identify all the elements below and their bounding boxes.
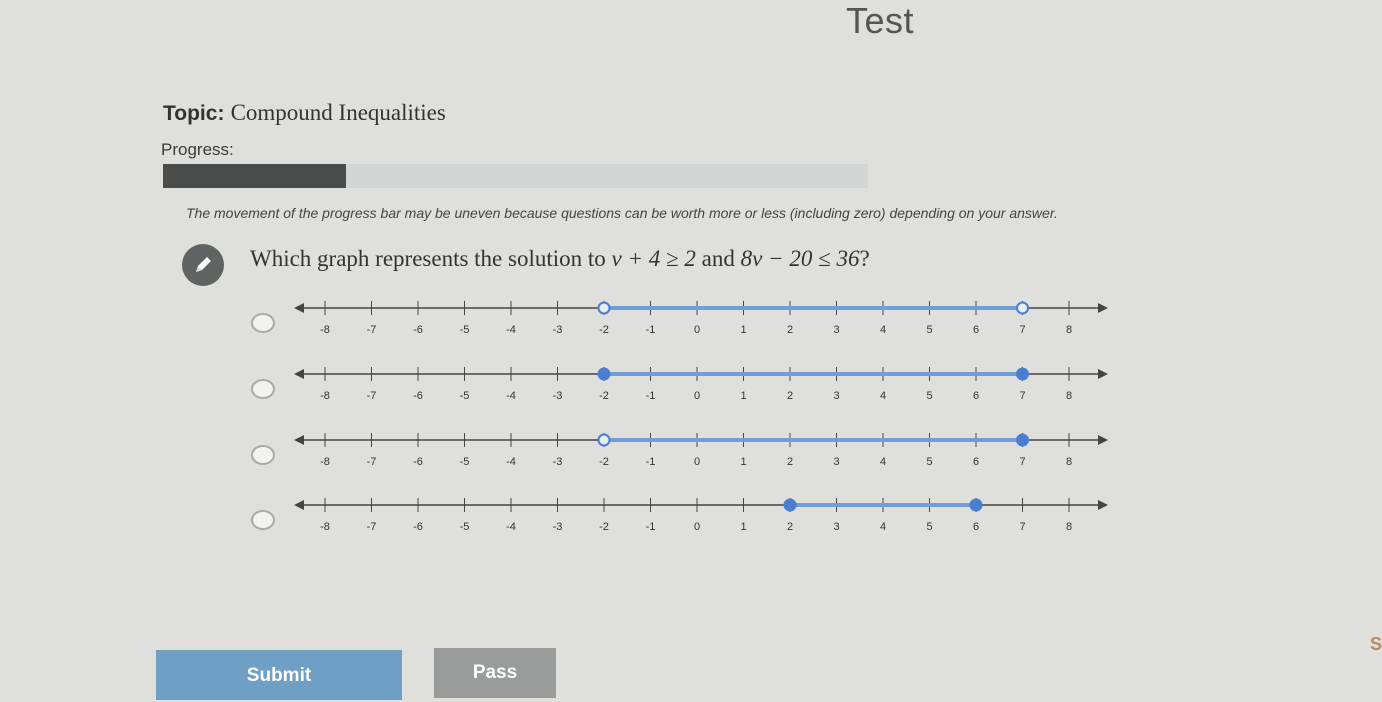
tick-label: 4 [879,390,887,402]
tick-label: -4 [506,456,516,468]
tick-label: -5 [459,390,470,402]
pass-button[interactable]: Pass [434,648,556,698]
tick-label: 1 [740,324,747,336]
tick-label: 3 [833,456,840,468]
radio-button[interactable] [251,445,275,465]
tick-label: -6 [413,324,423,336]
tick-label: 7 [1019,324,1026,336]
tick-label: -2 [599,390,609,402]
question-prefix: Which graph represents the solution to [250,246,606,271]
number-line-graph [290,359,1120,409]
tick-label: 0 [693,456,701,468]
tick-label: 7 [1019,521,1026,533]
start-point-open [599,435,610,446]
tick-label: 8 [1065,456,1073,468]
progress-note: The movement of the progress bar may be uneven because questions can be worth more or less (including zero) depending on your answer. [186,205,1058,221]
page-title: Test [845,0,915,41]
number-line-graph [290,293,1120,343]
tick-label: 2 [786,390,794,402]
progress-fill [163,164,346,188]
tick-label: 1 [740,390,747,402]
tick-label: -5 [459,324,470,336]
number-line-graph [290,490,1120,540]
radio-button[interactable] [251,510,275,530]
tick-label: -5 [459,456,470,468]
tick-label: -6 [413,456,423,468]
start-point-closed [785,500,796,511]
number-line-graph [290,425,1120,475]
tick-label: -5 [459,521,470,533]
tick-label: 4 [879,456,887,468]
tick-label: -3 [552,456,563,468]
topic-label: Topic: [163,102,225,125]
tick-label: 6 [972,521,980,533]
left-arrow-icon [294,500,304,510]
tick-label: -7 [366,521,377,533]
tick-label: 5 [926,521,933,533]
tick-label: -1 [645,456,656,468]
tick-label: -2 [599,456,609,468]
start-point-closed [599,369,610,380]
tick-label: -4 [506,390,516,402]
tick-label: 8 [1065,324,1073,336]
tick-label: -8 [320,521,330,533]
end-point-closed [971,500,982,511]
tick-label: 3 [833,390,840,402]
tick-label: 5 [926,324,933,336]
pencil-icon [182,244,224,286]
tick-label: 2 [786,521,794,533]
end-point-closed [1017,435,1028,446]
question-conjunction: and [701,246,735,271]
tick-label: 7 [1019,456,1026,468]
tick-label: -1 [645,324,656,336]
tick-label: -8 [320,324,330,336]
question-text [250,246,870,272]
tick-label: -2 [599,324,609,336]
radio-button[interactable] [251,313,275,333]
left-arrow-icon [294,303,304,313]
inequality-2: 8v − 20 ≤ 36 [740,246,860,271]
tick-label: -3 [552,324,563,336]
tick-label: 6 [972,456,980,468]
tick-label: -3 [552,390,563,402]
answer-option-2[interactable] [245,369,1125,419]
right-arrow-icon [1098,369,1108,379]
tick-label: 1 [740,521,747,533]
tick-label: 6 [972,390,980,402]
tick-label: 6 [972,324,980,336]
tick-label: -4 [506,324,516,336]
inequality-1: v + 4 ≥ 2 [611,246,696,271]
end-point-closed [1017,369,1028,380]
tick-label: -6 [413,521,423,533]
tick-label: 8 [1065,390,1073,402]
radio-button[interactable] [251,379,275,399]
submit-button[interactable]: Submit [156,650,402,700]
left-arrow-icon [294,369,304,379]
tick-label: 3 [833,521,840,533]
tick-label: 3 [833,324,840,336]
tick-label: -2 [599,521,609,533]
tick-label: 0 [693,521,701,533]
tick-label: 4 [879,324,887,336]
topic-value: Compound Inequalities [230,100,446,125]
tick-label: 2 [786,456,794,468]
tick-label: 0 [693,324,701,336]
end-point-open [1017,303,1028,314]
topic-heading [163,100,446,126]
tick-label: -3 [552,521,563,533]
answer-option-3[interactable] [245,435,1125,485]
tick-label: -6 [413,390,423,402]
right-arrow-icon [1098,303,1108,313]
tick-label: 7 [1019,390,1026,402]
tick-label: 5 [926,456,933,468]
tick-label: -1 [645,521,656,533]
tick-label: 2 [786,324,794,336]
start-point-open [599,303,610,314]
tick-label: -7 [366,456,377,468]
tick-label: -8 [320,456,330,468]
tick-label: 0 [693,390,701,402]
right-arrow-icon [1098,500,1108,510]
tick-label: -1 [645,390,656,402]
tick-label: 5 [926,390,933,402]
tick-label: 1 [740,456,747,468]
answer-option-4[interactable] [245,500,1125,550]
tick-label: 8 [1065,521,1073,533]
answer-option-1[interactable] [245,303,1125,353]
tick-label: -7 [366,324,377,336]
tick-label: -7 [366,390,377,402]
left-arrow-icon [294,435,304,445]
right-arrow-icon [1098,435,1108,445]
progress-label: Progress: [161,140,234,159]
tick-label: -8 [320,390,330,402]
question-suffix: ? [859,246,870,271]
tick-label: -4 [506,521,516,533]
tick-label: 4 [879,521,887,533]
cut-off-text: S [1370,634,1382,654]
progress-bar [163,164,868,188]
